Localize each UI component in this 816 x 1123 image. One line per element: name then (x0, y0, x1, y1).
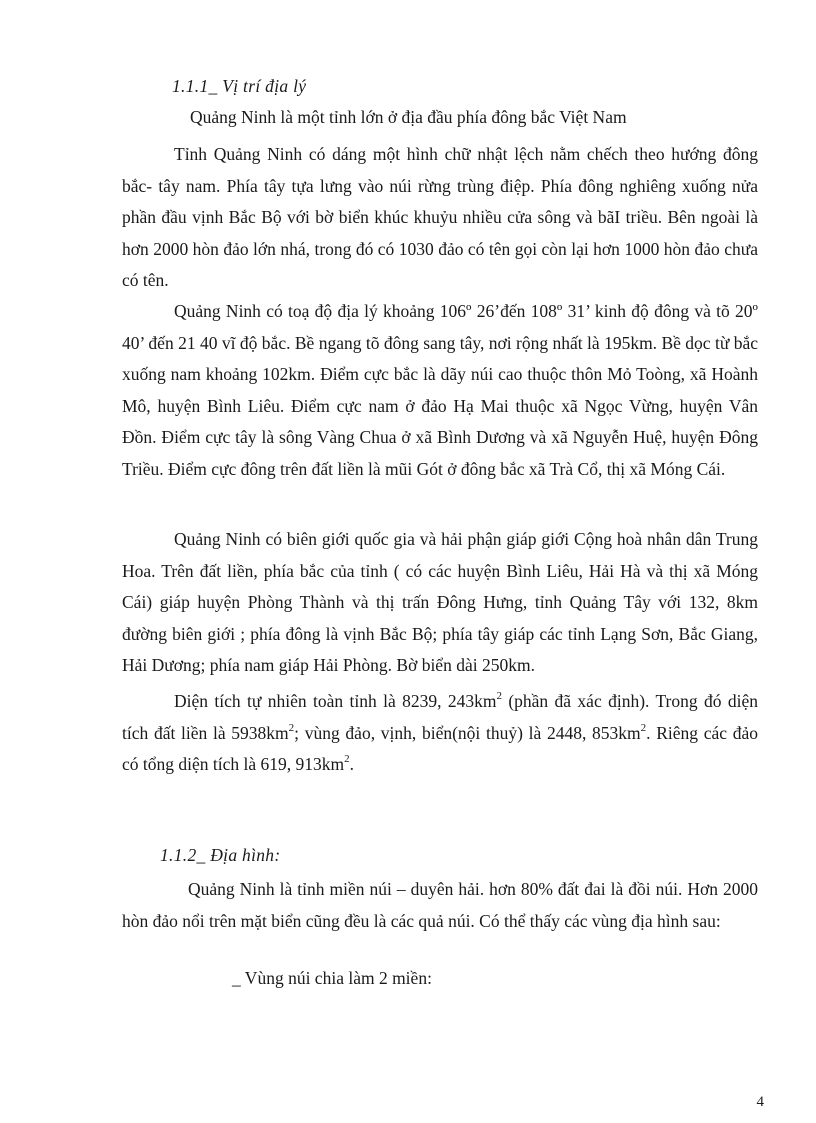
area-text-1: Diện tích tự nhiên toàn tỉnh là 8239, 243km (174, 691, 497, 711)
paragraph-coordinates: Quảng Ninh có toạ độ địa lý khoảng 106º 26’đến 108º 31’ kinh độ đông và tõ 20º 40’ đến 21 40 vĩ độ bắc. Bề ngang tõ đông sang tây, nơi rộng nhất là 195km. Bề dọc từ bắc xuống nam khoảng 102km. Điểm cực bắc là dãy núi cao thuộc thôn Mỏ Toòng, xã Hoành Mô, huyện Bình Liêu. Điểm cực nam ở đảo Hạ Mai thuộc xã Ngọc Vừng, huyện Vân Đồn. Điểm cực tây là sông Vàng Chua ở xã Bình Dương và xã Nguyễn Huệ, huyện Đông Triều. Điểm cực đông trên đất liền là mũi Gót ở đông bắc xã Trà Cổ, thị xã Móng Cái. (122, 301, 758, 479)
superscript-2: 2 (496, 690, 502, 703)
superscript-2: 2 (288, 721, 295, 734)
area-text-5: . (349, 754, 354, 774)
paragraph-shape: Tỉnh Quảng Ninh có dáng một hình chữ nhật lệch nằm chếch theo hướng đông bắc- tây nam. Phía tây tựa lưng vào núi rừng trùng điệp. Phía đông nghiêng xuống nửa phần đầu vịnh Bắc Bộ với bờ biển khúc khuỷu nhiều cửa sông và bãI triều. Bên ngoài là hơn 2000 hòn đảo lớn nhá, trong đó có 1030 đảo có tên gọi còn lại hơn 1000 hòn đảo chưa có tên. (122, 144, 758, 290)
paragraph-area (122, 686, 758, 781)
area-text-2: (phần đã xác định). Trong đó diện tích đất liền là 5938km (122, 691, 758, 743)
page-number: 4 (756, 1094, 764, 1110)
paragraph-borders: Quảng Ninh có biên giới quốc gia và hải phận giáp giới Cộng hoà nhân dân Trung Hoa. Trên đất liền, phía bắc của tỉnh ( có các huyện Bình Liêu, Hải Hà và thị xã Móng Cái) giáp huyện Phòng Thành và thị trấn Đông Hưng, tỉnh Quảng Tây với 132, 8km đường biên giới ; phía đông là vịnh Bắc Bộ; phía tây giáp các tỉnh Lạng Sơn, Bắc Giang, Hải Dương; phía nam giáp Hải Phòng. Bờ biển dài 250km. (122, 529, 758, 675)
area-text-4: . Riêng các đảo có tổng diện tích là 619, 913km (122, 722, 759, 774)
intro-line: Quảng Ninh là một tỉnh lớn ở địa đầu phía đông bắc Việt Nam (190, 107, 627, 127)
paragraph-terrain: Quảng Ninh là tỉnh miền núi – duyên hải. hơn 80% đất đai là đồi núi. Hơn 2000 hòn đảo nổi trên mặt biển cũng đều là các quả núi. Có thể thấy các vùng địa hình sau: (122, 879, 758, 931)
area-text-3: ; vùng đảo, vịnh, biển(nội thuỷ) là 2448, 853km (294, 722, 641, 743)
section-heading-terrain: 1.1.2_ Địa hình: (160, 845, 281, 865)
superscript-2: 2 (640, 721, 647, 734)
subitem-mountain-region: _ Vùng núi chia làm 2 miền: (232, 968, 432, 988)
superscript-2: 2 (344, 753, 350, 766)
section-heading-location: 1.1.1_ Vị trí địa lý (172, 76, 307, 96)
